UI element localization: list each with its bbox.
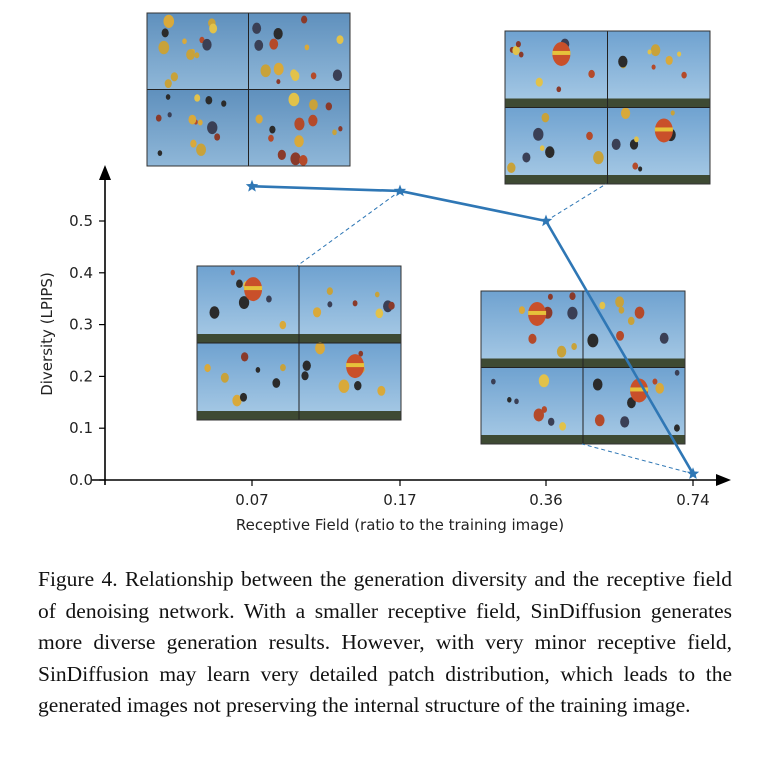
balloon-icon (198, 120, 203, 126)
inset-image-grid (147, 13, 350, 166)
balloon-icon (313, 307, 321, 317)
inset-tile (583, 291, 685, 368)
inset-tile (299, 343, 401, 420)
balloon-icon (516, 41, 521, 47)
balloon-icon (557, 346, 566, 358)
balloon-icon (612, 139, 621, 150)
x-tick-label: 0.17 (383, 491, 417, 509)
leader-line (546, 184, 606, 221)
balloon-icon (569, 292, 575, 300)
balloon-icon (536, 78, 543, 87)
balloon-icon (309, 99, 318, 110)
balloon-icon (305, 44, 310, 50)
balloon-icon (158, 150, 163, 156)
data-point-star (687, 467, 699, 479)
balloon-icon (294, 118, 304, 131)
balloon-icon (254, 40, 263, 51)
balloon-icon (586, 132, 593, 140)
balloon-icon (256, 367, 261, 373)
balloon-icon (165, 79, 172, 88)
balloon-icon (278, 150, 286, 160)
crowd-strip (299, 334, 401, 343)
balloon-icon (301, 16, 307, 24)
balloon-icon (290, 152, 300, 165)
inset-tile (481, 368, 583, 445)
balloon-icon (255, 114, 262, 123)
crowd-strip (299, 411, 401, 420)
y-axis-label: Diversity (LPIPS) (38, 272, 56, 396)
balloon-icon (209, 306, 219, 318)
balloon-icon (507, 163, 515, 173)
x-tick-label: 0.07 (235, 491, 269, 509)
balloon-icon (162, 28, 169, 37)
balloon-icon (635, 307, 645, 319)
balloon-icon (388, 302, 394, 310)
leader-line (582, 444, 693, 474)
balloon-icon (375, 292, 380, 298)
balloon-icon (632, 163, 638, 170)
crowd-strip (197, 411, 299, 420)
y-tick-label: 0.5 (69, 212, 93, 230)
balloon-icon (593, 378, 603, 390)
balloon-icon (634, 136, 639, 142)
balloon-icon (534, 409, 544, 422)
y-axis-arrowhead (99, 165, 111, 180)
balloon-icon (616, 331, 624, 341)
balloon-icon (274, 28, 283, 40)
balloon-icon (354, 381, 361, 390)
x-ticks (235, 480, 709, 509)
balloon-icon (545, 146, 554, 158)
balloon-icon (327, 287, 333, 295)
balloon-icon (338, 126, 342, 131)
balloon-icon (315, 342, 325, 354)
balloon-stripe (552, 51, 570, 55)
crowd-strip (505, 99, 608, 108)
balloon-icon (294, 135, 304, 147)
balloon-icon (621, 107, 630, 119)
balloon-icon (647, 50, 651, 55)
inset-tile (608, 31, 711, 108)
balloon-icon (204, 364, 210, 372)
balloon-icon (168, 112, 172, 117)
y-tick-label: 0.3 (69, 315, 93, 334)
balloon-icon (514, 398, 519, 404)
balloon-icon (567, 307, 577, 320)
balloon-icon (190, 140, 196, 148)
balloon-icon (303, 360, 311, 370)
balloon-icon (507, 397, 511, 403)
balloon-icon (652, 378, 657, 384)
balloon-icon (533, 128, 543, 141)
balloon-icon (311, 72, 317, 79)
balloon-icon (182, 38, 187, 44)
inset-image-grid (505, 31, 710, 184)
balloon-icon (279, 321, 286, 329)
balloon-icon (638, 166, 642, 171)
balloon-icon (593, 151, 604, 164)
balloon-icon (280, 364, 286, 371)
data-point-star (540, 215, 552, 227)
balloon-icon (332, 129, 337, 135)
balloon-icon (207, 121, 217, 134)
crowd-strip (197, 334, 299, 343)
balloon-icon (491, 379, 496, 385)
balloon-icon (221, 100, 226, 106)
balloon-icon (548, 418, 554, 426)
balloon-icon (209, 24, 217, 34)
data-point-star (246, 180, 258, 192)
balloon-icon (599, 302, 605, 309)
balloon-stripe (346, 363, 364, 367)
balloon-icon (188, 115, 196, 125)
balloon-icon (308, 115, 317, 127)
balloon-icon (261, 64, 271, 77)
balloon-icon (628, 317, 635, 325)
balloon-icon (231, 270, 235, 276)
leader-line (297, 191, 400, 266)
balloon-icon (266, 296, 272, 303)
balloon-icon (276, 79, 280, 84)
balloon-icon (221, 373, 229, 383)
balloon-icon (339, 380, 350, 393)
balloon-icon (301, 371, 308, 380)
balloon-icon (615, 296, 624, 307)
balloon-icon (619, 307, 625, 314)
balloon-icon (595, 414, 605, 426)
balloon-icon (540, 145, 545, 151)
data-point-star (394, 185, 406, 197)
balloon-icon (652, 64, 656, 69)
y-tick-label: 0.4 (69, 263, 93, 282)
balloon-icon (681, 72, 686, 79)
balloon-icon (202, 39, 211, 51)
y-tick-label: 0.0 (69, 471, 93, 489)
x-tick-label: 0.36 (529, 491, 563, 509)
balloon-icon (252, 23, 261, 34)
balloon-icon (196, 144, 206, 156)
balloon-icon (326, 102, 332, 110)
balloon-icon (671, 110, 675, 115)
y-tick-label: 0.2 (69, 367, 93, 386)
crowd-strip (481, 435, 583, 444)
inset-image-grid (197, 266, 401, 420)
y-ticks (69, 212, 105, 489)
balloon-icon (205, 96, 212, 105)
balloon-icon (240, 393, 247, 402)
balloon-icon (674, 424, 680, 431)
balloon-icon (559, 422, 566, 431)
balloon-stripe (655, 127, 673, 131)
balloon-icon (651, 44, 660, 56)
inset-tile (505, 108, 608, 185)
crowd-strip (583, 435, 685, 444)
balloon-icon (376, 309, 384, 319)
balloon-icon (571, 343, 577, 350)
balloon-icon (548, 294, 553, 300)
crowd-strip (608, 175, 711, 184)
balloon-icon (288, 93, 299, 107)
balloon-icon (556, 86, 561, 92)
balloon-icon (660, 333, 669, 344)
balloon-icon (377, 386, 385, 396)
balloon-icon (268, 135, 274, 142)
balloon-icon (156, 115, 162, 122)
balloon-icon (666, 56, 673, 65)
balloon-icon (519, 306, 525, 314)
balloon-icon (272, 378, 280, 388)
balloon-icon (299, 155, 307, 166)
balloon-icon (675, 370, 680, 376)
inset-tile (481, 291, 583, 368)
balloon-icon (655, 383, 664, 394)
balloon-icon (587, 334, 598, 348)
balloon-icon (333, 69, 342, 81)
balloon-icon (539, 374, 549, 387)
crowd-strip (608, 99, 711, 108)
balloon-icon (620, 416, 629, 427)
crowd-strip (583, 359, 685, 368)
inset-images (147, 13, 710, 444)
balloon-stripe (528, 311, 546, 315)
crowd-strip (481, 359, 583, 368)
balloon-stripe (244, 286, 262, 290)
balloon-icon (274, 63, 284, 76)
inset-image-grid (481, 291, 685, 444)
crowd-strip (505, 175, 608, 184)
balloon-icon (194, 52, 199, 58)
balloon-icon (522, 152, 530, 162)
balloon-icon (588, 70, 595, 78)
balloon-icon (236, 280, 243, 288)
balloon-icon (327, 301, 332, 307)
x-axis-label: Receptive Field (ratio to the training image) (235, 516, 565, 534)
balloon-icon (166, 94, 171, 100)
balloon-icon (519, 52, 524, 58)
balloon-icon (528, 334, 536, 344)
balloon-icon (194, 94, 200, 101)
y-tick-label: 0.1 (69, 419, 93, 438)
balloon-icon (214, 133, 220, 140)
balloon-icon (269, 39, 278, 50)
balloon-icon (291, 71, 299, 81)
balloon-icon (336, 35, 343, 44)
balloon-icon (353, 300, 358, 306)
balloon-icon (158, 41, 169, 54)
figure-caption: Figure 4. Relationship between the generation diversity and the receptive field of denoising network. With a smaller receptive field, SinDiffusion generates more diverse generation results. However, with very minor receptive field, SinDiffusion may learn very detailed patch distribution, which leads to the generated images not preserving the internal structure of the training image. (38, 567, 732, 717)
balloon-icon (171, 72, 178, 81)
balloon-icon (163, 15, 174, 28)
x-tick-label: 0.74 (676, 491, 710, 509)
balloon-icon (618, 56, 627, 68)
balloon-icon (542, 113, 550, 123)
balloon-icon (269, 126, 275, 134)
inset-tile (197, 343, 299, 420)
balloon-icon (677, 51, 681, 56)
balloon-icon (186, 49, 195, 60)
balloon-icon (241, 352, 248, 361)
x-axis-arrowhead (716, 474, 731, 486)
inset-tile (608, 108, 711, 185)
